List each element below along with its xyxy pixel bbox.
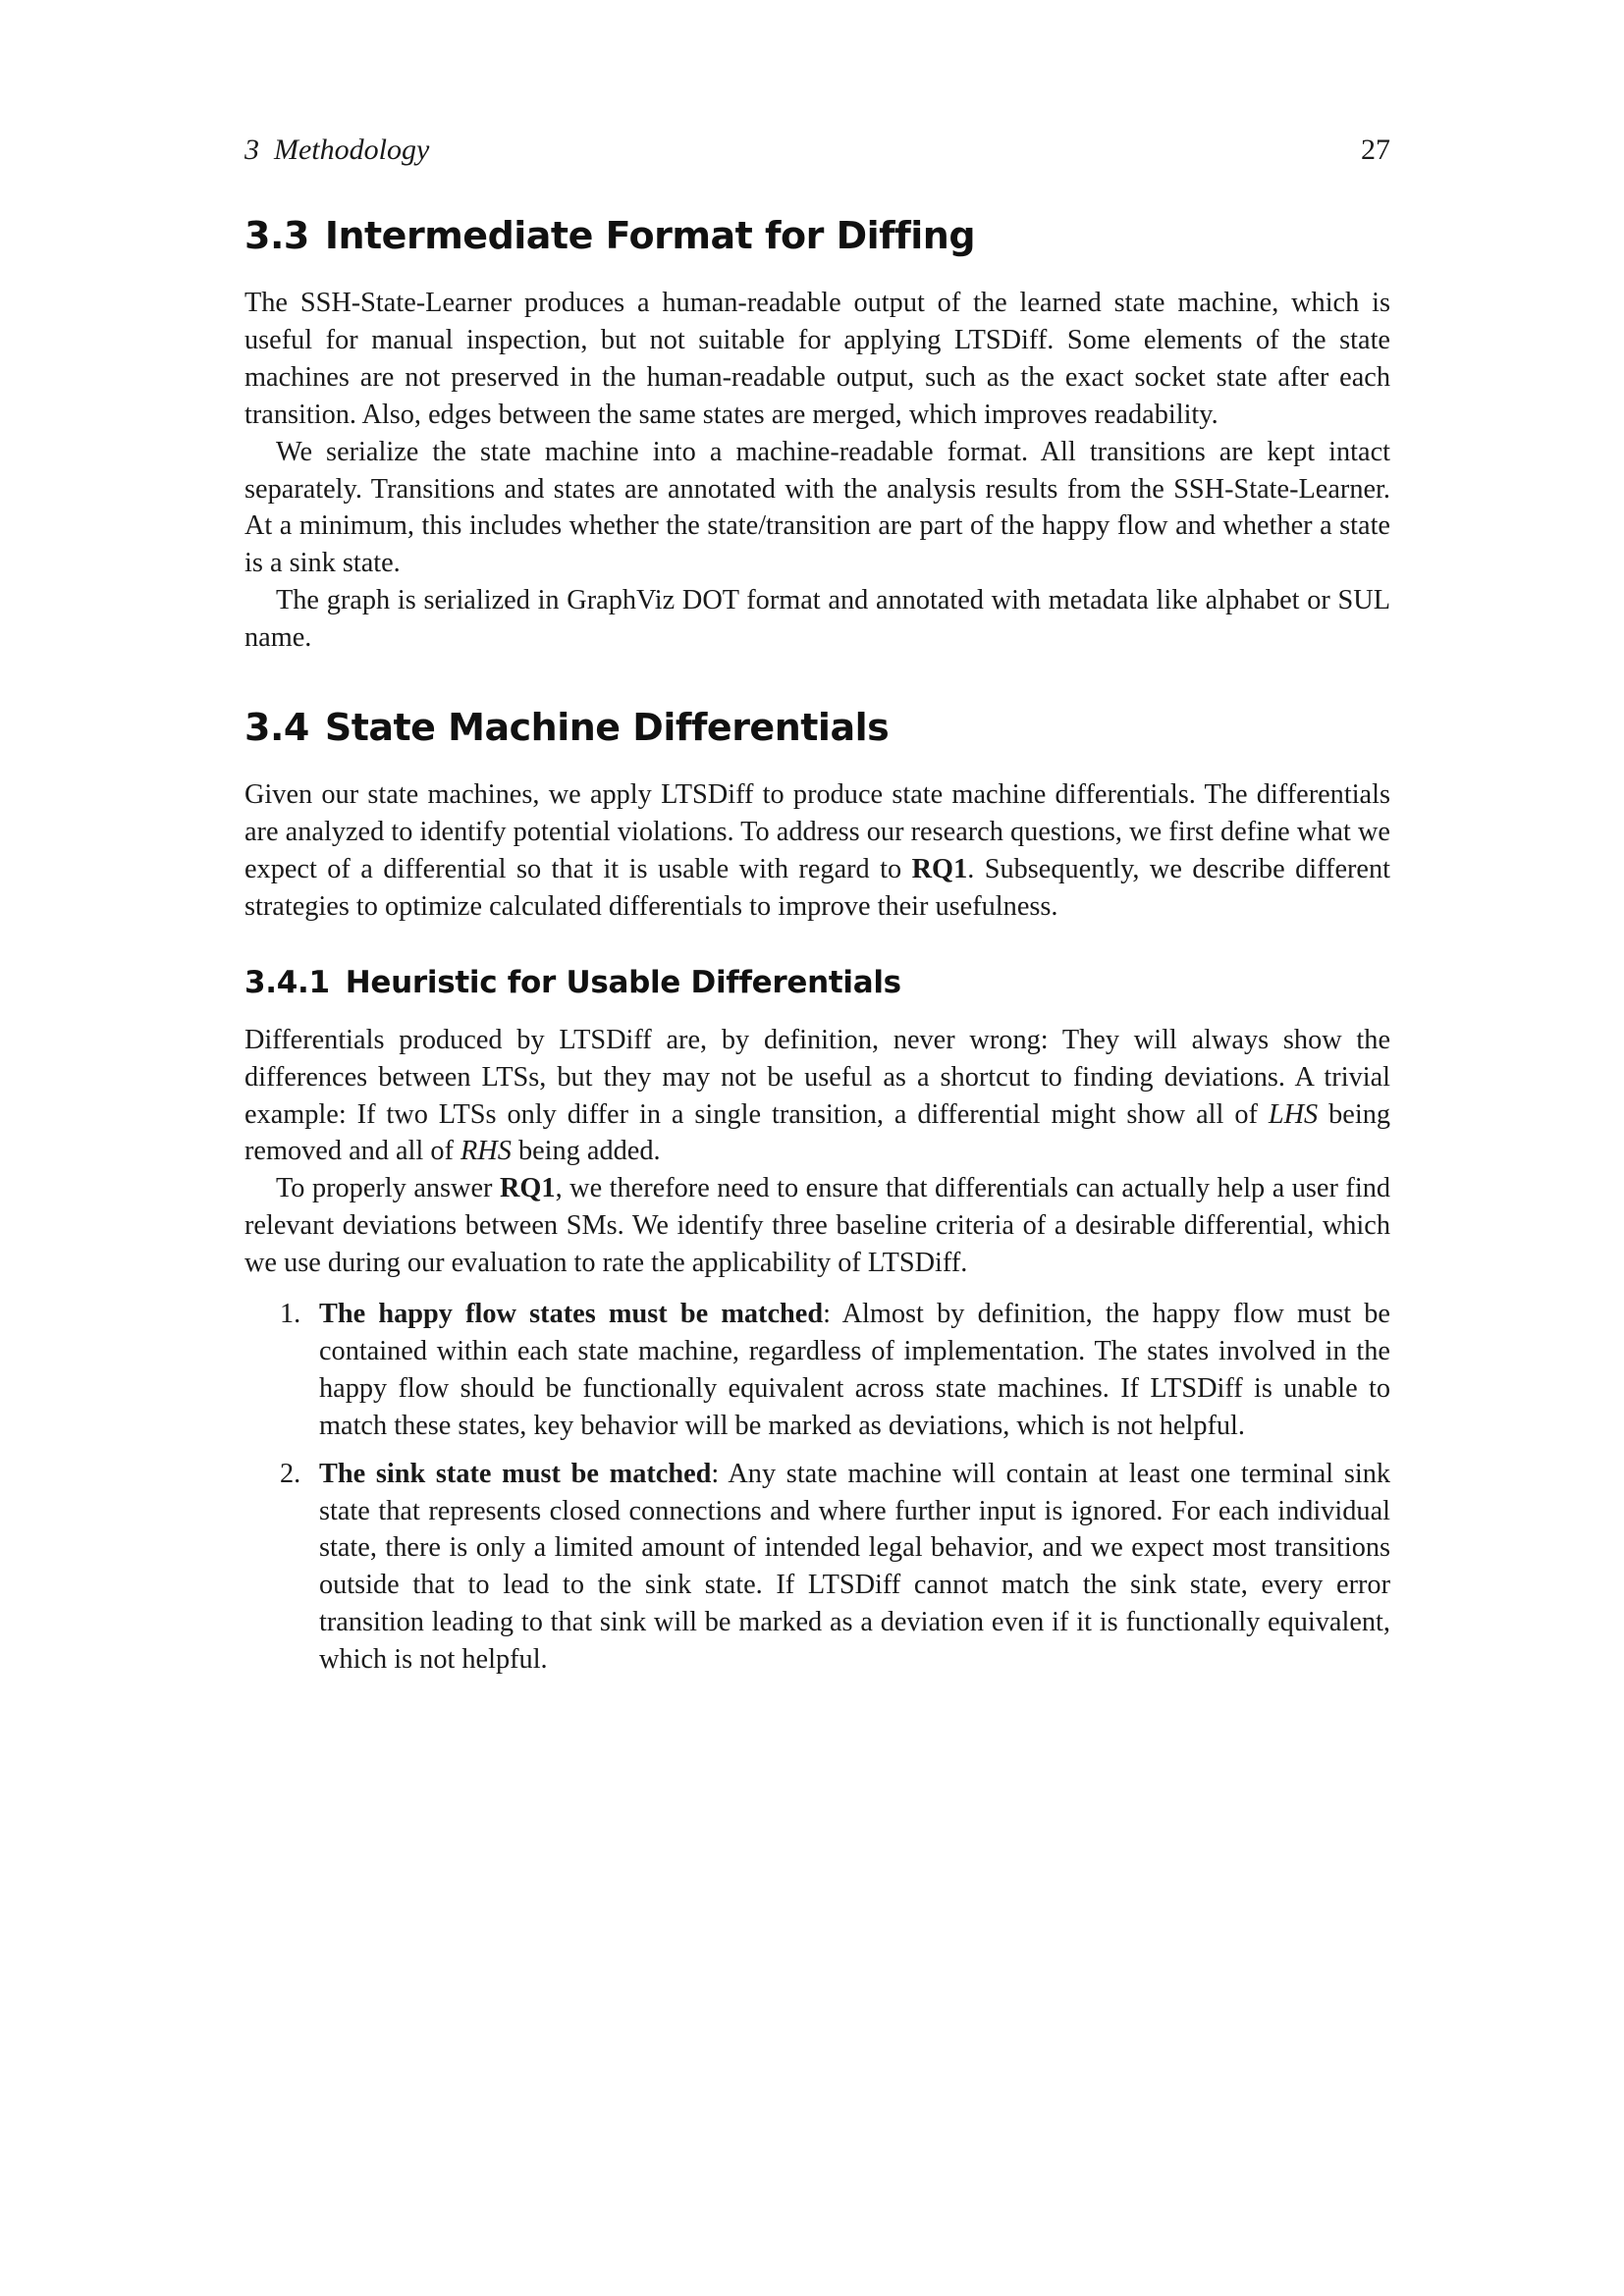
list-item	[244, 1456, 1390, 1679]
subsection-heading-3-4-1	[244, 965, 1390, 1000]
paragraph	[244, 1170, 1390, 1282]
section-title: Intermediate Format for Diffing	[324, 214, 976, 257]
section-number: 3.3	[244, 214, 309, 257]
text-run: being removed and all of	[244, 1098, 1390, 1167]
research-question-ref: RQ1	[499, 1173, 556, 1204]
math-lhs: LHS	[1268, 1098, 1319, 1130]
paragraph	[244, 776, 1390, 926]
criterion-title: The happy flow states must be matched	[319, 1299, 824, 1330]
list-marker: 1.	[280, 1299, 301, 1330]
text-run: . Subsequently, we describe different strategies to optimize calculated differentials to improve their usefulness.	[244, 853, 1390, 922]
section-title: State Machine Differentials	[324, 706, 890, 750]
subsection-number: 3.4.1	[244, 964, 330, 1000]
section-heading-3-4	[244, 706, 1390, 749]
paragraph: We serialize the state machine into a machine-readable format. All transitions are kept intact separately. Transitions and states are annotated with the analysis results from the SSH-State-Learner. At a minimum, this includes whether the state/transition are part of the happy flow and whether a state is a sink state.	[244, 436, 1390, 579]
paragraph: The graph is serialized in GraphViz DOT format and annotated with metadata like alphabet or SUL name.	[244, 585, 1390, 654]
text-run: Given our state machines, we apply LTSDiff to produce state machine differentials. The differentials are analyzed to identify potential violations. To address our research questions, we first define what we expect of a differential so that it is usable with regard to	[244, 779, 1390, 884]
text-run: being added.	[511, 1136, 661, 1167]
section-heading-3-3	[244, 214, 1390, 257]
running-header	[244, 133, 1390, 173]
section-number: 3.4	[244, 706, 309, 750]
paragraph	[244, 1022, 1390, 1171]
research-question-ref: RQ1	[911, 853, 968, 884]
text-run: , we therefore need to ensure that differentials can actually help a user find relevant deviations between SMs. We identify three baseline criteria of a desirable differential, which we use during our evaluation to rate the applicability of LTSDiff.	[244, 1173, 1390, 1279]
page-content	[244, 133, 1390, 1679]
criterion-title: The sink state must be matched	[319, 1458, 712, 1489]
paragraph: The SSH-State-Learner produces a human-readable output of the learned state machine, which is useful for manual inspection, but not suitable for applying LTSDiff. Some elements of the state machines are not preserved in the human-readable output, such as the exact socket state after each transition. Also, edges between the same states are merged, which improves readability.	[244, 288, 1390, 430]
subsection-title: Heuristic for Usable Differentials	[345, 964, 901, 1000]
criteria-list	[244, 1296, 1390, 1679]
criterion-text: : Any state machine will contain at least one terminal sink state that represents closed connections and where further input is ignored. For each individual state, there is only a limited amount of intended legal behavior, and we expect most transitions outside that to lead to the sink state. If LTSDiff cannot match the sink state, every error transition leading to that sink will be marked as a deviation even if it is functionally equivalent, which is not helpful.	[319, 1458, 1391, 1676]
list-marker: 2.	[280, 1458, 301, 1489]
list-item	[244, 1296, 1390, 1445]
chapter-title: 3 Methodology	[244, 133, 430, 166]
text-run: To properly answer	[276, 1173, 500, 1204]
text-run: Differentials produced by LTSDiff are, by definition, never wrong: They will always show the differences between LTSs, but they may not be useful as a shortcut to finding deviations. A trivial example: If two LTSs only differ in a single transition, a differential might show all of	[244, 1024, 1390, 1130]
criterion-text: : Almost by definition, the happy flow must be contained within each state machine, regardless of implementation. The states involved in the happy flow should be functionally equivalent across state machines. If LTSDiff is unable to match these states, key behavior will be marked as deviations, which is not helpful.	[319, 1299, 1390, 1441]
math-rhs: RHS	[460, 1136, 512, 1167]
page-number: 27	[1361, 133, 1390, 166]
